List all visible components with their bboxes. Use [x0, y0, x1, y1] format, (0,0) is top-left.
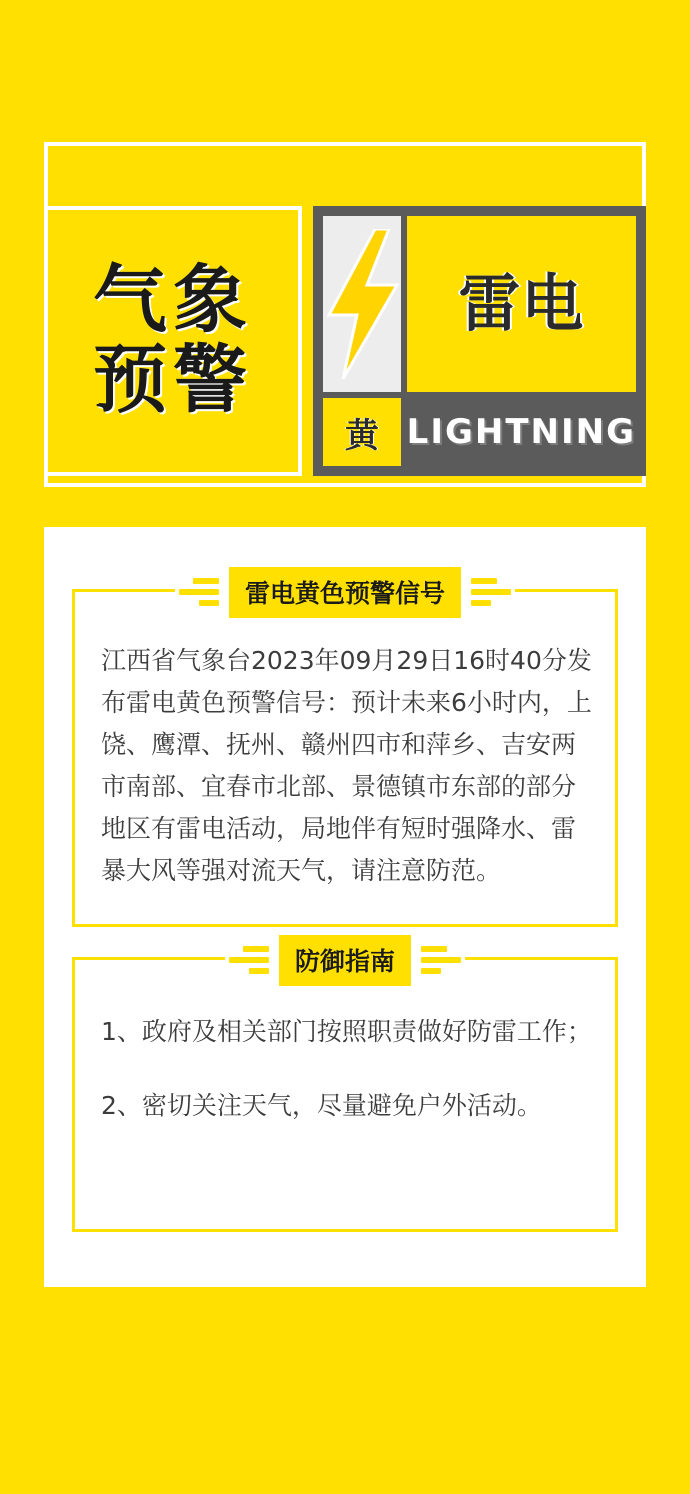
sign-level-label: 黄 — [344, 415, 379, 456]
prevention-guide-heading: 防御指南 — [279, 935, 411, 986]
content-card — [44, 527, 646, 1287]
warning-signal-text: 江西省气象台2023年09月29日16时40分发布雷电黄色预警信号：预计未来6小时内，上饶、鹰潭、抚州、赣州四市和萍乡、吉安两市南部、宜春市北部、景德镇市东部的部分地区有雷电活动，局地伴有短时强降水、雷暴大风等强对流天气，请注意防范。 — [101, 646, 592, 885]
lightning-bolt-icon — [323, 229, 401, 379]
sign-chinese-panel — [407, 216, 636, 392]
prevention-guide-section — [72, 946, 618, 1232]
sign-level-panel — [323, 398, 401, 466]
ribbon-dashes-right-icon — [471, 578, 511, 606]
sign-chinese-label: 雷电 — [458, 266, 585, 340]
poster-title-line-1: 气象 — [93, 257, 253, 344]
warning-signal-heading-ribbon — [175, 567, 515, 617]
poster-title — [44, 206, 302, 476]
ribbon-dashes-left-icon — [229, 946, 269, 974]
sign-english-panel — [407, 398, 636, 466]
warning-signal-heading: 雷电黄色预警信号 — [229, 567, 461, 618]
list-item: 1、政府及相关部门按照职责做好防雷工作； — [101, 1017, 592, 1046]
ribbon-dashes-left-icon — [179, 578, 219, 606]
prevention-guide-list — [101, 1012, 593, 1160]
prevention-guide-heading-ribbon — [225, 935, 465, 985]
list-item: 2、密切关注天气，尽量避免户外活动。 — [101, 1091, 542, 1120]
sign-english-label: LIGHTNING — [406, 412, 636, 452]
bolt-panel — [323, 216, 401, 392]
poster-title-line-2: 预警 — [93, 337, 253, 423]
ribbon-dashes-right-icon — [421, 946, 461, 974]
warning-signal-section — [72, 578, 618, 927]
warning-sign-graphic — [313, 206, 646, 476]
